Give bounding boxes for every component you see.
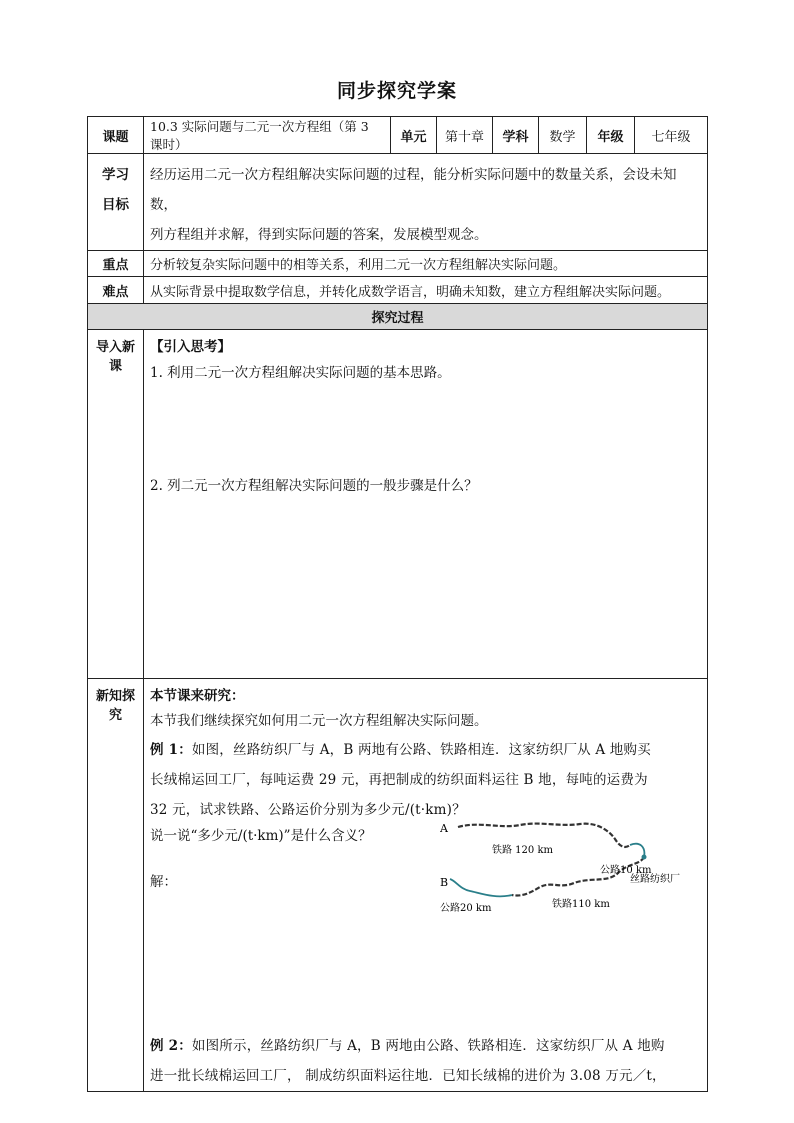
example-2-line-2: 进一批长绒棉运回工厂， 制成纺织面料运往地．已知长绒棉的进价为 3.08 万元／t， bbox=[150, 1068, 666, 1084]
intro-question-2: 2. 列二元一次方程组解决实际问题的一般步骤是什么？ bbox=[150, 478, 478, 494]
explore-label: 新知探究 bbox=[88, 679, 144, 1092]
label-road-10: 公路10 km bbox=[600, 865, 652, 876]
example-2-label: 例 2： bbox=[150, 1038, 192, 1054]
explore-row bbox=[88, 679, 708, 1092]
goals-text bbox=[144, 154, 708, 251]
grade-value: 七年级 bbox=[635, 117, 708, 154]
goals-label-line-2: 目标 bbox=[102, 197, 129, 213]
label-rail-110: 铁路110 km bbox=[552, 899, 610, 910]
label-factory: 丝路纺织厂 bbox=[630, 874, 680, 885]
goals-row bbox=[88, 154, 708, 251]
explore-body bbox=[144, 679, 708, 1092]
unit-label: 单元 bbox=[391, 117, 437, 154]
intro-label: 导入新课 bbox=[88, 330, 144, 679]
example-2-line-1 bbox=[150, 1031, 701, 1061]
example-1-line-1 bbox=[150, 735, 701, 765]
example-1-label: 例 1： bbox=[150, 742, 192, 758]
example-1-line-3: 32 元，试求铁路、公路运价分别为多少元/(t·km)？ bbox=[150, 802, 466, 818]
study-plan-table bbox=[87, 116, 708, 1092]
lesson-label: 课题 bbox=[88, 117, 144, 154]
subject-label: 学科 bbox=[493, 117, 539, 154]
example-1-line-2: 长绒棉运回工厂，每吨运费 29 元，再把制成的纺织面料运往 B 地，每吨的运费为 bbox=[150, 772, 648, 788]
rail-a-to-factory bbox=[458, 824, 630, 847]
example-1-text-1: 如图，丝路纺织厂与 A，B 两地有公路、铁路相连．这家纺织厂从 A 地购买 bbox=[191, 742, 651, 758]
process-header-row bbox=[88, 304, 708, 330]
label-road-20: 公路20 km bbox=[440, 903, 492, 914]
intro-body bbox=[144, 330, 708, 679]
road-to-factory bbox=[630, 844, 644, 857]
document-title: 同步探究学案 bbox=[336, 80, 457, 102]
difficulty-label: 难点 bbox=[88, 277, 144, 304]
unit-value: 第十章 bbox=[437, 117, 493, 154]
label-rail-120: 铁路 120 km bbox=[492, 845, 553, 856]
goals-label-line-1: 学习 bbox=[102, 167, 129, 183]
grade-label: 年级 bbox=[587, 117, 635, 154]
subject-value: 数学 bbox=[539, 117, 587, 154]
example-2-text-1: 如图所示，丝路纺织厂与 A，B 两地由公路、铁路相连．这家纺织厂从 A 地购 bbox=[191, 1038, 665, 1054]
difficulty-text: 从实际背景中提取数学信息，并转化成数学语言，明确未知数，建立方程组解决实际问题。 bbox=[144, 277, 708, 304]
intro-question-1: 1. 利用二元一次方程组解决实际问题的基本思路。 bbox=[150, 365, 451, 381]
road-b-to-rail bbox=[450, 879, 512, 896]
goals-text-line-2: 列方程组并求解，得到实际问题的答案，发展模型观念。 bbox=[150, 227, 488, 243]
lesson-value: 10.3 实际问题与二元一次方程组（第 3 课时） bbox=[144, 117, 391, 154]
key-point-label: 重点 bbox=[88, 251, 144, 277]
intro-heading: 【引入思考】 bbox=[150, 339, 231, 355]
key-point-text: 分析较复杂实际问题中的相等关系，利用二元一次方程组解决实际问题。 bbox=[144, 251, 708, 277]
key-point-row bbox=[88, 251, 708, 277]
factory-marker bbox=[642, 855, 647, 860]
solution-label: 解： bbox=[150, 874, 177, 890]
goals-text-line-1: 经历运用二元一次方程组解决实际问题的过程，能分析实际问题中的数量关系，会设未知数， bbox=[150, 167, 677, 213]
label-b: B bbox=[440, 876, 449, 889]
route-map-figure bbox=[440, 821, 690, 921]
explore-heading: 本节课来研究： bbox=[150, 688, 245, 704]
explore-intro: 本节我们继续探究如何用二元一次方程组解决实际问题。 bbox=[150, 713, 488, 729]
say-question: 说一说“多少元/(t·km)”是什么含义？ bbox=[150, 828, 372, 844]
intro-row bbox=[88, 330, 708, 679]
goals-label bbox=[88, 154, 144, 251]
process-header: 探究过程 bbox=[88, 304, 708, 330]
rail-factory-to-b bbox=[512, 857, 644, 896]
header-row bbox=[88, 117, 708, 154]
label-a: A bbox=[440, 822, 448, 835]
difficulty-row bbox=[88, 277, 708, 304]
